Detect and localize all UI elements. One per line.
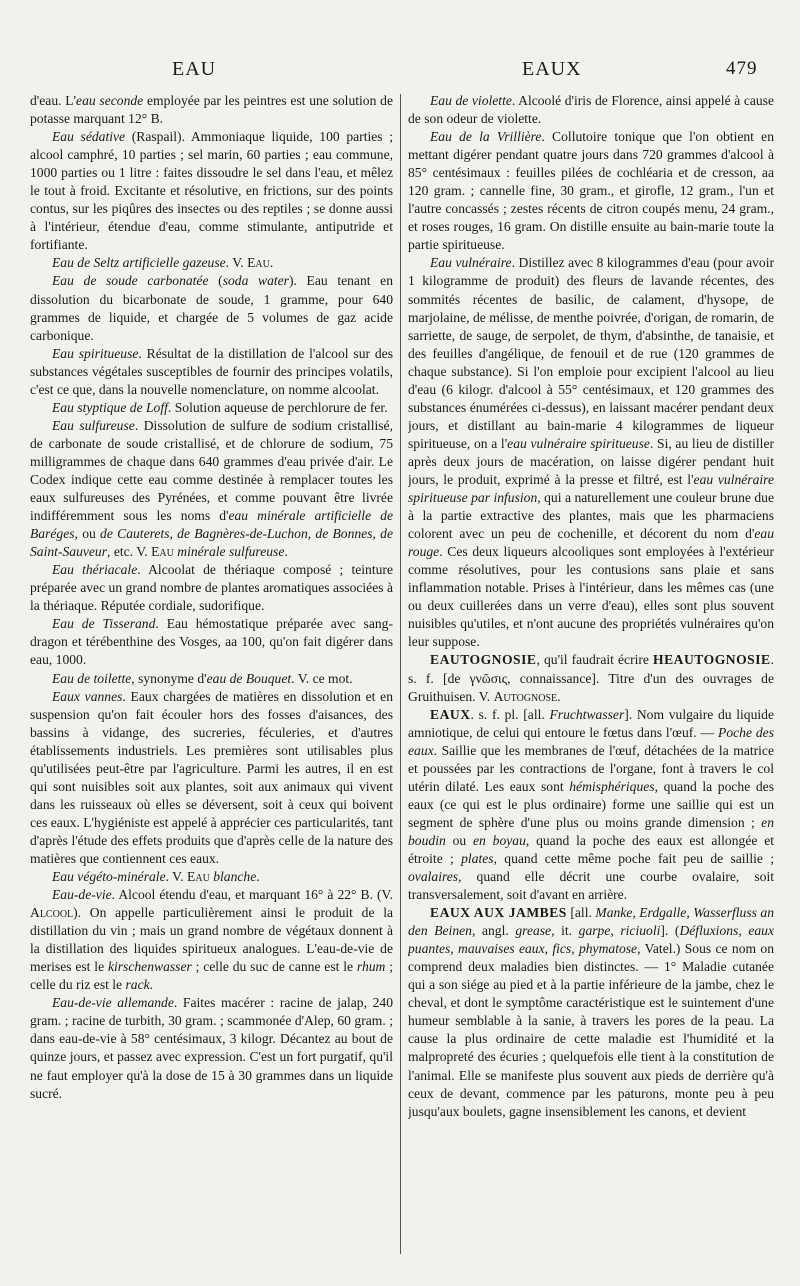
italic-text: Eau-de-vie allemande — [52, 995, 174, 1011]
dictionary-entry — [30, 417, 393, 561]
entry-text: , qu'il faudrait écrire — [536, 652, 654, 668]
italic-text: de Saint-Sauveur — [30, 526, 393, 560]
headword: EAUX — [430, 706, 471, 722]
entry-text: , — [372, 526, 381, 542]
entry-text: . Alcool étendu d'eau, et marquant 16° à 22° B. (V. — [111, 887, 393, 903]
entry-text: employée par les peintres est une solution de potasse marquant 12° B. — [30, 93, 393, 127]
dictionary-entry — [30, 994, 393, 1102]
italic-text: Eaux vannes — [52, 688, 123, 704]
small-caps-text: Eau — [151, 544, 174, 560]
entry-text: . s. f. pl. [all. — [470, 706, 550, 722]
entry-text: . V. — [225, 255, 248, 271]
entry-text: . V. — [165, 869, 188, 885]
entry-text: . — [256, 869, 260, 885]
dictionary-entry — [30, 345, 393, 399]
entry-text: . V. ce mot. — [291, 670, 353, 686]
italic-text: Eau sulfureuse — [52, 417, 135, 433]
headword: EAUX AUX JAMBES — [430, 905, 567, 921]
italic-text: Eau spiritueuse — [52, 345, 139, 361]
italic-text: Eau de la Vrillière — [430, 129, 542, 145]
italic-text: Eau de toilette — [52, 670, 132, 686]
running-header — [0, 58, 800, 88]
entry-text: . — [269, 255, 274, 271]
italic-text: Eau sédative — [52, 129, 126, 145]
header-right-title: EAUX — [522, 58, 582, 80]
dictionary-entry — [30, 670, 393, 688]
italic-text: eau de Bouquet — [206, 670, 292, 686]
dictionary-entry — [408, 254, 774, 651]
italic-text: plates — [461, 850, 494, 866]
entry-text: [all. — [566, 905, 596, 921]
dictionary-entry — [30, 272, 393, 344]
italic-text: Eau styptique de Loff — [52, 399, 168, 415]
dictionary-entry — [408, 128, 774, 254]
entry-text: , synonyme d' — [131, 670, 207, 686]
entry-text: (Raspail). Ammoniaque liquide, 100 parties ; alcool camphré, 10 parties ; sel marin, 60 parties ; eau commune, 1000 parties ou 1 litre : faites dissoudre le sel dans l'eau, et mêlez le tout à froid. Excitante et résolutive, en frictions, sur des points contus, sur les piqûres des insectes ou des reptiles ; se donne aussi à l'intérieur, étendue d'eau, comme stimulante, antiputride et fortifiante. — [30, 129, 393, 253]
entry-text: , Vatel.) Sous ce nom on comprend deux maladies bien distinctes. — 1° Maladie cutanée qui a son siége au pied et à la partie inférieure de la jambe, chez le cheval, et dont le symptôme caractéristique est le suintement d'une humeur semblable à la sanie, à travers les pores de la peau. La cause la plus ordinaire de cette maladie est l'humidité et la malpropreté des écuries ; quelquefois elle tient à la constitution de l'animal. Elle se manifeste plus souvent aux pieds de derrière qu'à ceux de devant, commence par les paturons, monte peu à peu jusqu'aux boulets, gagne insensiblement les canons, et devient — [408, 941, 774, 1119]
entry-text: ; celle du riz est le — [30, 959, 393, 993]
headword: EAUTOGNOSIE — [430, 652, 537, 668]
entry-text: , quand elle décrit une courbe ovalaire, soit transversalement, soit d'avant en arrière. — [408, 869, 774, 903]
small-caps-text: Eau — [187, 869, 210, 885]
italic-text: Eau végéto-minérale — [52, 869, 166, 885]
italic-text: ovalaires — [408, 869, 459, 885]
dictionary-entry — [30, 399, 393, 417]
right-column — [408, 92, 774, 1262]
entry-text: ]. Nom vulgaire du liquide amniotique, de celui qui entoure le fœtus dans l'œuf. — — [408, 706, 774, 740]
left-column — [30, 92, 393, 1262]
entry-text: , angl. — [471, 923, 516, 939]
entry-text: . Résultat de la distillation de l'alcool sur des substances végétales susceptibles de fournir des principes volatils, c'est ce que, dans la nouvelle nomenclature, on nomme alcoolat. — [30, 345, 393, 397]
italic-text: Défluxions, eaux puantes, mauvaises eaux, fics, phymatose — [408, 923, 774, 957]
entry-text: . Saillie que les membranes de l'œuf, détachées de la matrice et poussées par les contractions de l'organe, font à travers le col utérin dilaté. Les eaux sont — [408, 742, 774, 794]
italic-text: grease — [515, 923, 552, 939]
italic-text: blanche — [213, 869, 257, 885]
dictionary-entry — [30, 92, 393, 128]
entry-text: ; celle du suc de canne est le — [191, 959, 357, 975]
entry-text: . s. f. [de γνῶσις, connaissance]. Titre d'un des ouvrages de Gruithuisen. V. — [408, 652, 774, 704]
entry-text: . — [149, 977, 154, 993]
entry-text: . Faites macérer : racine de jalap, 240 gram. ; racine de turbith, 30 gram. ; scammonée d'Alep, 60 gram. ; dans eau-de-vie à 58° centésimaux, 3 kilogr. Décantez au bout de quinze jours, et passez avec expression. C'est un fort purgatif, qu'il ne faut employer qu'à la dose de 15 à 30 grammes dans un liquide sucré. — [30, 995, 393, 1101]
entry-text: . — [284, 544, 288, 560]
italic-text: Eau de Tisserand — [52, 616, 156, 632]
italic-text: eau vulnéraire spiritueuse par infusion — [408, 471, 774, 506]
entry-text: . Alcoolat de thériaque composé ; teinture préparée avec un grand nombre de plantes aromatiques associées à la thériaque. Réputée cordiale, sudorifique. — [30, 562, 393, 614]
italic-text: eau seconde — [76, 93, 144, 108]
entry-text: , quand cette même poche fait peu de saillie ; — [493, 850, 774, 866]
italic-text: eau vulnéraire spiritueuse — [507, 435, 650, 451]
italic-text: en boudin — [408, 814, 774, 848]
dictionary-entry — [30, 868, 393, 886]
entry-text: , it. — [551, 923, 579, 939]
italic-text: rack — [125, 977, 150, 993]
entry-text: . Dissolution de sulfure de sodium cristallisé, de carbonate de soude cristallisé, et de chlorure de sodium, 75 milligrammes de chaque dans 640 grammes d'eau privée d'air. Le Codex indique cette eau comme destinée à remplacer toutes les eaux sulfureuses des Pyrénées, et comme pouvant être livrée indifféremment sous les noms d' — [30, 417, 393, 524]
entry-text: . Si, au lieu de distiller après deux jours de macération, on laisse digérer pendant huit jours, le produit, exprimé à la presse et filtré, est l' — [408, 435, 774, 487]
header-left-title: EAU — [172, 58, 217, 80]
entry-text: . Eaux chargées de matières en dissolution et en suspension qu'on fait écouler hors des fosses d'aisances, des bassins à vidange, des sucreries, féculeries, et d'autres établissements industriels. Les premières sont utilisables plus qu'utilisées peut-être par l'agriculture. Parmi les autres, il en est qui sont nuisibles soit aux plantes, soit aux animaux qui vivent dans les ruisseaux où elles se déversent, soit à ceux qui boivent ces eaux. L'hygiéniste est appelé à apprécier ces particularités, tant d'après l'étude des effets produits que d'après celle de la nature des matières que contiennent ces eaux. — [30, 688, 393, 866]
small-caps-text: Eau — [247, 255, 270, 271]
page-number: 479 — [726, 58, 758, 79]
italic-text: eau minérale artificielle de Baréges — [30, 508, 393, 542]
entry-text: , qui a naturellement une couleur brune due à la partie extractive des plantes, mais que les pharmaciens colorent avec un peu de cochenille, et décorent du nom d' — [408, 490, 774, 542]
dictionary-entry — [408, 92, 774, 128]
italic-text: en boyau — [473, 832, 526, 848]
entry-text: ). Eau tenant en dissolution du bicarbonate de soude, 1 gramme, pour 640 grammes de liquide, et chargée de 5 volumes de gaz acide carbonique. — [30, 273, 393, 343]
entry-text: ou — [445, 832, 473, 848]
entry-text: . Eau hémostatique préparée avec sang-dragon et térébenthine des Vosges, aa 100, qu'on fait digérer dans eau, 1000. — [30, 616, 393, 668]
entry-text: , — [307, 526, 316, 542]
dictionary-entry — [408, 904, 774, 1121]
entry-text: ). On appelle particulièrement ainsi le produit de la distillation du vin ; mais un grand nombre de végétaux donnent à la distillation des liquides spiritueux analogues. L'eau-de-vie de merises est le — [30, 905, 393, 975]
entry-text: . Collutoire tonique que l'on obtient en mettant digérer pendant quatre jours dans 720 grammes d'alcool à 85° centésimaux : feuilles pilées de cochléaria et de cresson, aa 120 gram. ; cannelle fine, 30 gram., et girofle, 12 gram., l'un et l'autre concassés ; zestes récents de citron coupés menu, 24 gram., et roses rouges, 16 gram. On distille ensuite au bain-marie toute la partie spiritueuse. — [408, 129, 774, 253]
entry-text: . — [557, 688, 561, 704]
dictionary-entry — [30, 886, 393, 994]
entry-text: , ou — [74, 526, 101, 542]
entry-text: ]. ( — [660, 923, 680, 939]
italic-text: kirschenwasser — [107, 959, 192, 975]
italic-text: hémisphériques — [569, 778, 655, 794]
dictionary-entry — [30, 615, 393, 669]
small-caps-text: Alcool — [30, 905, 74, 921]
entry-text: . Ces deux liqueurs alcooliques sont employées à l'extérieur comme résolutives, pour les contusions sans plaie et sans inflammation notable. Prises à l'intérieur, dans les mêmes cas (une ou deux cuillerées dans un verre d'eau), elles sont plus souvent nuisibles qu'utiles, et n'ont aucune des propriétés vulnéraires qu'on leur suppose. — [408, 544, 774, 650]
entry-text: , etc. V. — [107, 544, 152, 560]
italic-text: Fruchtwasser — [549, 706, 625, 722]
italic-text: Eau de soude carbonatée — [52, 273, 209, 289]
entry-text: d'eau. L' — [30, 93, 77, 108]
dictionary-entry — [30, 688, 393, 868]
italic-text: de Cauterets — [100, 526, 170, 542]
entry-text: , — [169, 526, 178, 542]
italic-text: Eau de violette — [430, 93, 512, 108]
italic-text: eau rouge — [408, 526, 774, 560]
italic-text: minérale sulfureuse — [177, 544, 285, 560]
italic-text: Manke, Erdgalle, Wasserfluss an den Beinen — [408, 905, 774, 939]
italic-text: Eau-de-vie — [52, 887, 112, 903]
small-caps-text: Autognose — [493, 688, 558, 704]
entry-text: . Alcoolé d'iris de Florence, ainsi appelé à cause de son odeur de violette. — [408, 93, 774, 127]
italic-text: de Bonnes — [315, 526, 373, 542]
entry-text: , quand la poche des eaux (ce qui est le plus ordinaire) forme une saillie qui est un segment de sphère d'une plus ou moins grande dimension ; — [408, 778, 774, 830]
dictionary-entry — [408, 706, 774, 905]
dictionary-entry — [30, 561, 393, 615]
italic-text: Eau thériacale — [52, 562, 138, 578]
italic-text: Eau de Seltz artificielle gazeuse — [52, 255, 226, 271]
italic-text: rhum — [356, 959, 386, 975]
entry-text: . Solution aqueuse de perchlorure de fer. — [167, 399, 388, 415]
italic-text: garpe, riciuoli — [578, 923, 661, 939]
italic-text: Poche des eaux — [408, 724, 774, 758]
entry-text: , quand la poche des eaux est allongée et étroite ; — [408, 832, 774, 866]
italic-text: soda water — [222, 273, 289, 289]
entry-text: . Distillez avec 8 kilogrammes d'eau (pour avoir 1 kilogramme de produit) des fleurs de lavande récentes, des sommités récentes de basilic, de calament, d'hysope, de marjolaine, de mélisse, de menthe poivrée, d'origan, de romarin, de sarriette, de sauge, de serpolet, de thym, d'absinthe, de tanaisie, et des feuilles d'angélique, de fenouil et de rue (120 grammes de chaque substance). Si l'on emploie pour excipient l'alcool au lieu d'eau (6 kilogr. d'alcool à 55° centésimaux, et 120 grammes des substances énumérées ci-dessus), en laissant macérer pendant deux jours, et distillant au bain-marie 4 kilogrammes de liqueur spiritueuse, on a l' — [408, 255, 774, 451]
column-divider — [400, 94, 401, 1254]
dictionary-entry — [30, 254, 393, 272]
headword: HEAUTOGNOSIE — [653, 652, 771, 668]
italic-text: de Bagnères-de-Luchon — [177, 526, 308, 542]
dictionary-entry — [408, 651, 774, 705]
dictionary-entry — [30, 128, 393, 254]
entry-text: ( — [208, 273, 223, 289]
italic-text: Eau vulnéraire — [430, 255, 512, 271]
